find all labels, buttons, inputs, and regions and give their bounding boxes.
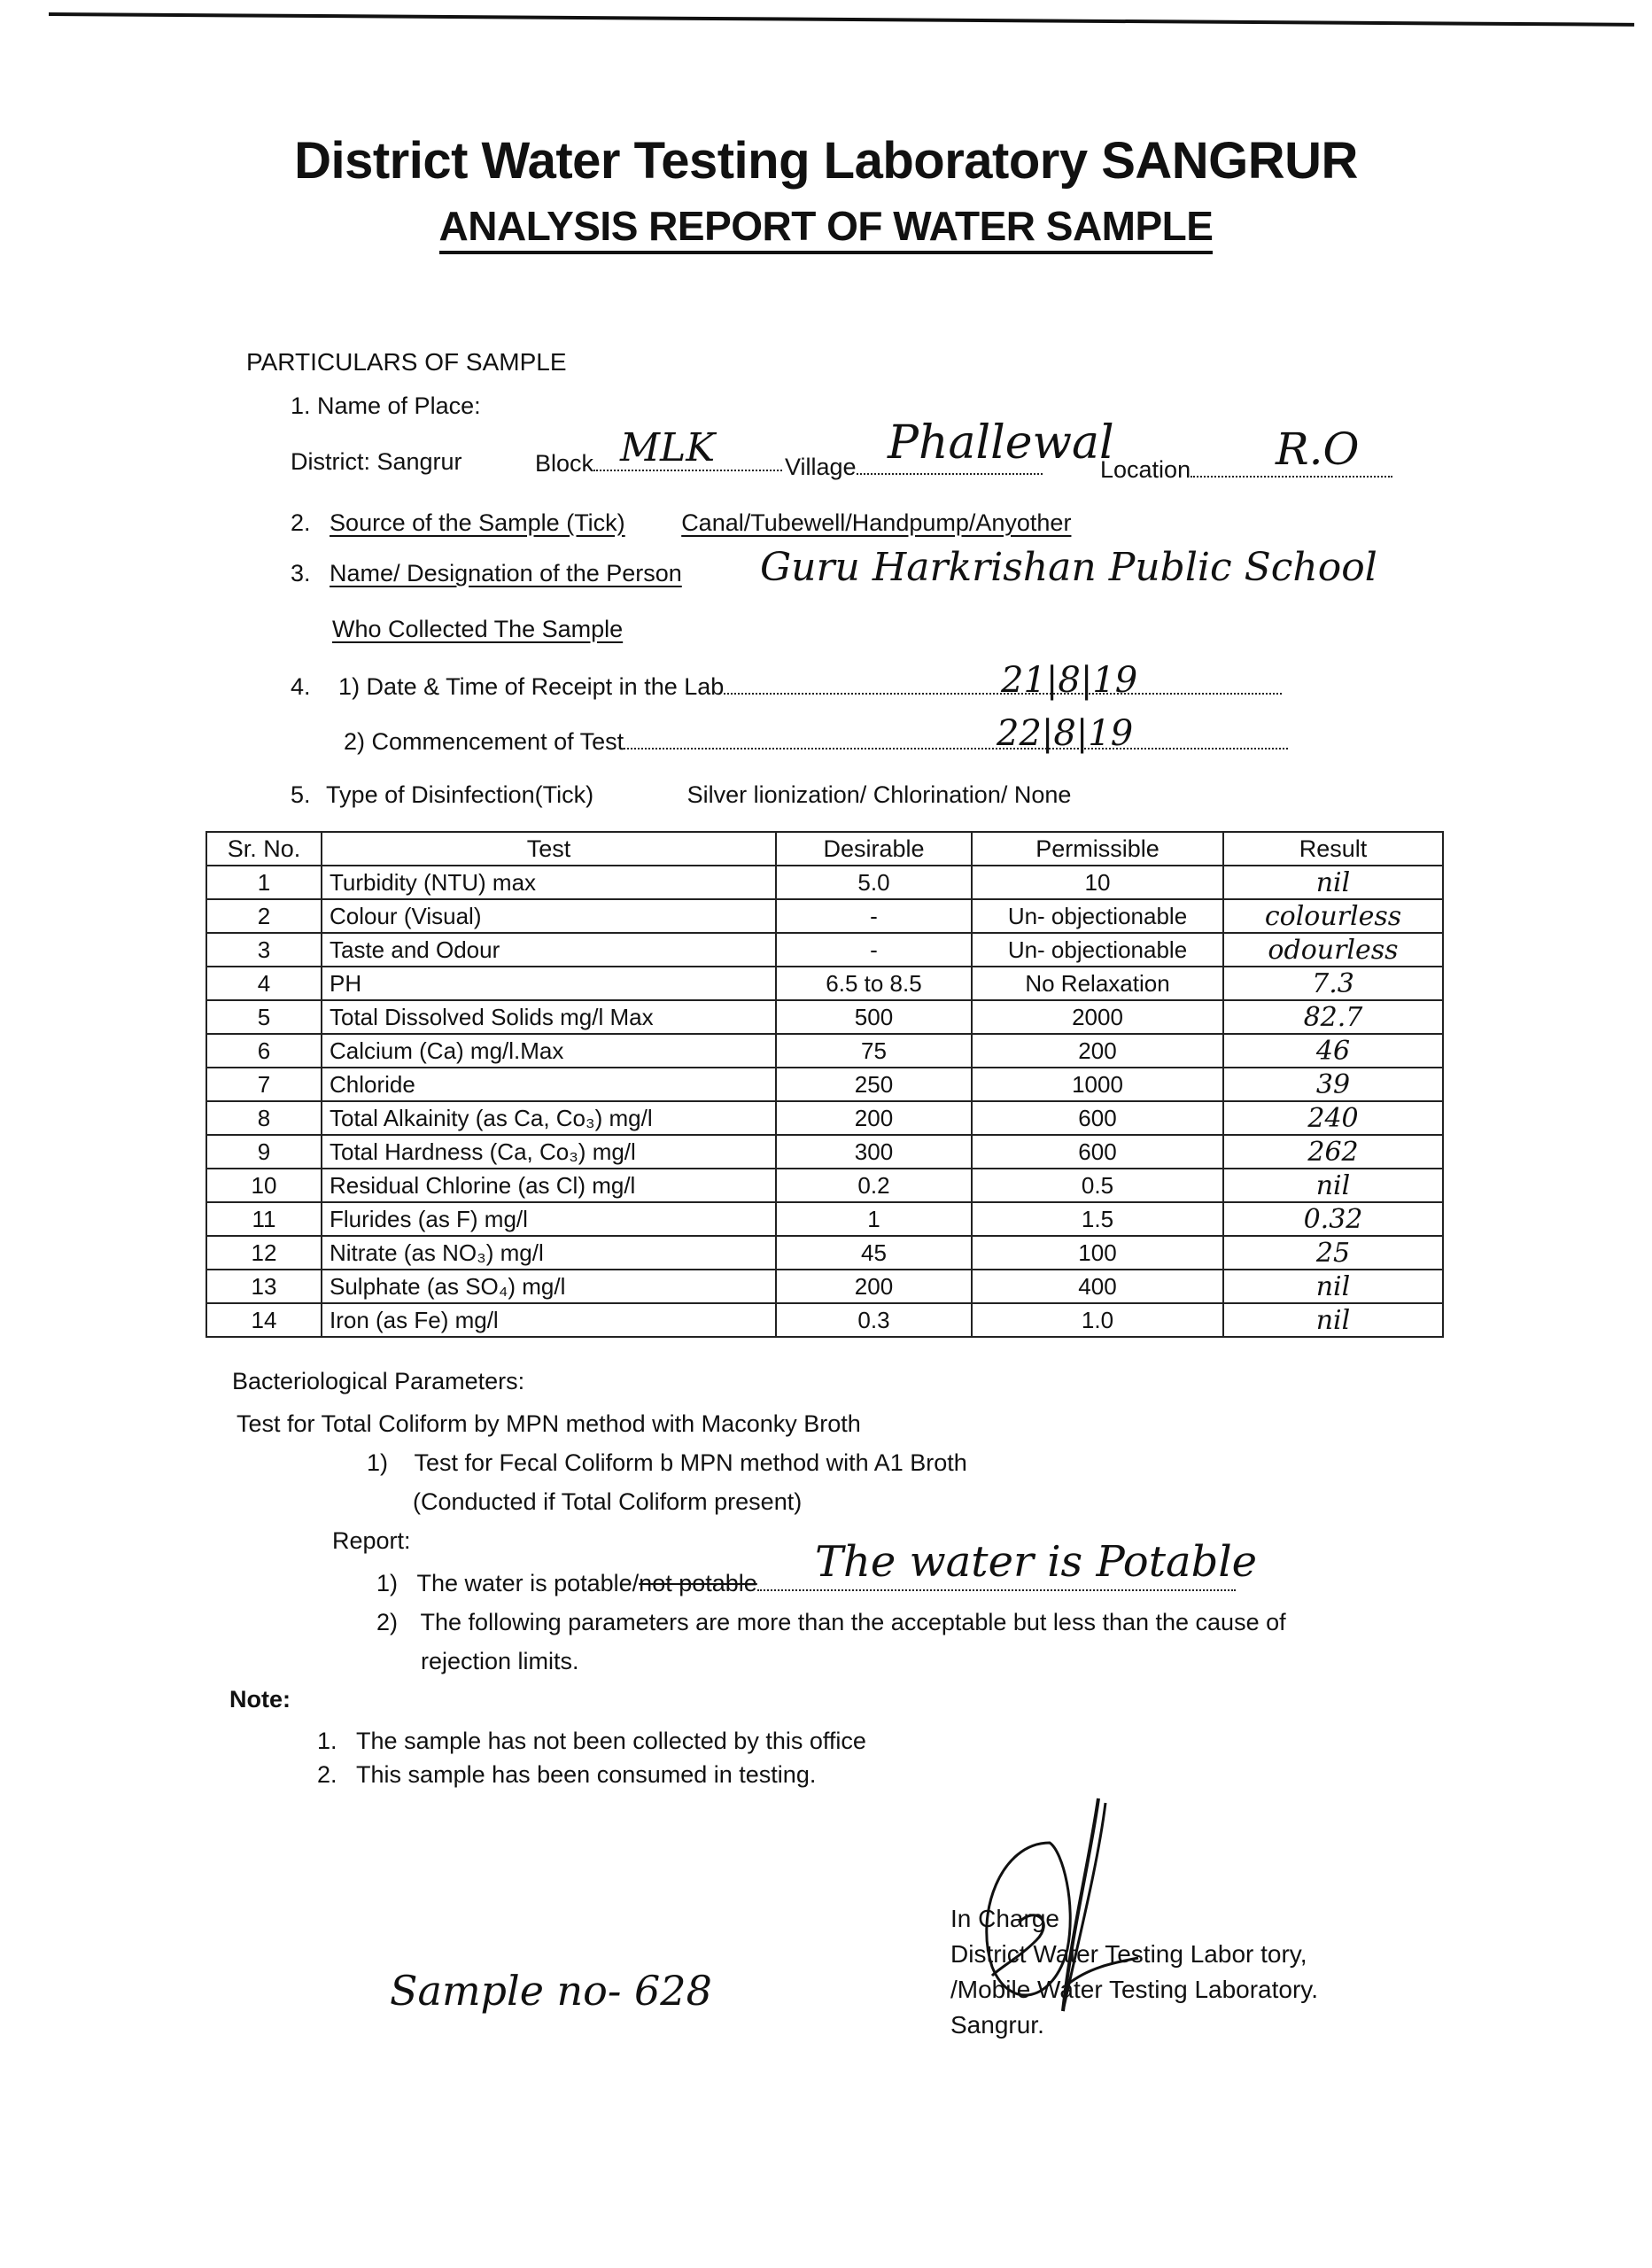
table-row (206, 1135, 1443, 1169)
analysis-table (206, 831, 1444, 1338)
report-item-2 (376, 1609, 1286, 1636)
note-item-2-text: This sample has been consumed in testing. (356, 1761, 817, 1788)
commencement-label: 2) Commencement of Test (344, 728, 624, 755)
cell-permissible: Un- objectionable (972, 933, 1223, 967)
cell-sr-no: 1 (206, 866, 322, 899)
cell-desirable: 200 (776, 1101, 972, 1135)
disinfection-options[interactable]: Silver lionization/ Chlorination/ None (686, 781, 1072, 808)
name-of-place-label: 1. Name of Place: (291, 392, 481, 419)
sample-number: Sample no- 628 (390, 1967, 712, 2015)
location-value: R.O (1276, 423, 1360, 475)
table-row (206, 899, 1443, 933)
cell-desirable: 6.5 to 8.5 (776, 967, 972, 1000)
cell-sr-no: 2 (206, 899, 322, 933)
report-heading: Report: (332, 1527, 411, 1554)
cell-result: 82.7 (1223, 1000, 1443, 1034)
cell-test: Total Dissolved Solids mg/l Max (322, 1000, 776, 1034)
bacteriological-heading: Bacteriological Parameters: (232, 1368, 525, 1394)
cell-result: nil (1223, 866, 1443, 899)
report-item-1-struck: not potable (639, 1570, 757, 1596)
cell-permissible: 1.0 (972, 1303, 1223, 1337)
table-row (206, 1068, 1443, 1101)
cell-result: 39 (1223, 1068, 1443, 1101)
cell-desirable: 5.0 (776, 866, 972, 899)
cell-sr-no: 12 (206, 1236, 322, 1270)
cell-result: nil (1223, 1303, 1443, 1337)
note-item-1-number: 1. (317, 1728, 337, 1754)
cell-result: odourless (1223, 933, 1443, 967)
cell-permissible: No Relaxation (972, 967, 1223, 1000)
bacteriological-line-2-number: 1) (367, 1449, 389, 1476)
collector-label-2: Who Collected The Sample (332, 616, 624, 642)
cell-result: colourless (1223, 899, 1443, 933)
cell-result: nil (1223, 1169, 1443, 1202)
collector-value: Guru Harkrishan Public School (760, 545, 1377, 590)
cell-test: Residual Chlorine (as Cl) mg/l (322, 1169, 776, 1202)
cell-permissible: 400 (972, 1270, 1223, 1303)
disinfection-number: 5. (291, 781, 311, 808)
header-permissible: Permissible (972, 832, 1223, 866)
table-row (206, 1034, 1443, 1068)
cell-permissible: 2000 (972, 1000, 1223, 1034)
cell-sr-no: 6 (206, 1034, 322, 1068)
header-test: Test (322, 832, 776, 866)
cell-sr-no: 7 (206, 1068, 322, 1101)
table-row (206, 1101, 1443, 1135)
note-item-1 (317, 1728, 866, 1755)
bacteriological-line-3: (Conducted if Total Coliform present) (413, 1488, 803, 1515)
district-label: District: Sangrur (291, 448, 462, 475)
bacteriological-line-1: Test for Total Coliform by MPN method with Maconky Broth (237, 1410, 861, 1437)
collector-number: 3. (291, 560, 311, 586)
source-number: 2. (291, 509, 311, 536)
particulars-heading: PARTICULARS OF SAMPLE (246, 348, 567, 376)
cell-sr-no: 13 (206, 1270, 322, 1303)
bacteriological-line-2-text: Test for Fecal Coliform b MPN method with A1 Broth (414, 1449, 967, 1476)
document-subtitle-text: ANALYSIS REPORT OF WATER SAMPLE (439, 203, 1214, 254)
scan-edge-line (49, 12, 1634, 27)
cell-result: 25 (1223, 1236, 1443, 1270)
cell-result: nil (1223, 1270, 1443, 1303)
incharge-line-2: District Water Testing Labor tory, (950, 1940, 1307, 1968)
table-row (206, 1202, 1443, 1236)
cell-test: Taste and Odour (322, 933, 776, 967)
cell-permissible: 600 (972, 1101, 1223, 1135)
commencement-row (344, 726, 1288, 756)
block-label: Block (535, 450, 594, 477)
incharge-line-3: /Mobile Water Testing Laboratory. (950, 1976, 1319, 2003)
cell-result: 262 (1223, 1135, 1443, 1169)
block-value: MLK (620, 425, 716, 470)
cell-desirable: 45 (776, 1236, 972, 1270)
receipt-value: 21|8|19 (1001, 660, 1138, 701)
report-item-1-text: The water is potable/ (416, 1570, 640, 1596)
cell-desirable: 0.3 (776, 1303, 972, 1337)
cell-sr-no: 10 (206, 1169, 322, 1202)
cell-sr-no: 14 (206, 1303, 322, 1337)
cell-test: Chloride (322, 1068, 776, 1101)
cell-desirable: - (776, 933, 972, 967)
header-result: Result (1223, 832, 1443, 866)
cell-desirable: 250 (776, 1068, 972, 1101)
table-row (206, 1169, 1443, 1202)
location-label: Location (1100, 456, 1191, 483)
table-row (206, 866, 1443, 899)
village-label: Village (785, 454, 857, 480)
cell-sr-no: 11 (206, 1202, 322, 1236)
report-handwritten-result: The water is Potable (815, 1537, 1258, 1587)
document-title: District Water Testing Laboratory SANGRUR (294, 132, 1358, 190)
cell-test: Nitrate (as NO₃) mg/l (322, 1236, 776, 1270)
cell-desirable: 75 (776, 1034, 972, 1068)
cell-test: Iron (as Fe) mg/l (322, 1303, 776, 1337)
cell-desirable: 300 (776, 1135, 972, 1169)
cell-desirable: - (776, 899, 972, 933)
cell-permissible: Un- objectionable (972, 899, 1223, 933)
note-item-2-number: 2. (317, 1761, 337, 1788)
table-row (206, 1270, 1443, 1303)
cell-sr-no: 8 (206, 1101, 322, 1135)
cell-test: Colour (Visual) (322, 899, 776, 933)
source-row (291, 509, 1071, 537)
cell-test: Total Hardness (Ca, Co₃) mg/l (322, 1135, 776, 1169)
cell-test: PH (322, 967, 776, 1000)
table-row (206, 1000, 1443, 1034)
incharge-line-4: Sangrur. (950, 2011, 1044, 2039)
cell-desirable: 500 (776, 1000, 972, 1034)
commencement-value: 22|8|19 (997, 713, 1134, 754)
cell-desirable: 0.2 (776, 1169, 972, 1202)
cell-test: Flurides (as F) mg/l (322, 1202, 776, 1236)
cell-test: Total Alkainity (as Ca, Co₃) mg/l (322, 1101, 776, 1135)
bacteriological-line-2 (367, 1449, 967, 1477)
source-label: Source of the Sample (Tick) (330, 509, 625, 536)
cell-test: Sulphate (as SO₄) mg/l (322, 1270, 776, 1303)
cell-permissible: 600 (972, 1135, 1223, 1169)
cell-result: 0.32 (1223, 1202, 1443, 1236)
document-subtitle (0, 202, 1652, 250)
cell-sr-no: 3 (206, 933, 322, 967)
table-header-row (206, 832, 1443, 866)
cell-desirable: 200 (776, 1270, 972, 1303)
note-heading: Note: (229, 1686, 291, 1713)
cell-result: 240 (1223, 1101, 1443, 1135)
collector-label: Name/ Designation of the Person (330, 560, 682, 586)
receipt-number: 4. (291, 673, 311, 700)
table-row (206, 1303, 1443, 1337)
disinfection-label: Type of Disinfection(Tick) (326, 781, 594, 808)
incharge-line-1: In Charge (950, 1905, 1059, 1932)
header-desirable: Desirable (776, 832, 972, 866)
table-row (206, 933, 1443, 967)
incharge-block (950, 1901, 1318, 2043)
note-item-1-text: The sample has not been collected by this office (356, 1728, 866, 1754)
cell-permissible: 0.5 (972, 1169, 1223, 1202)
source-options[interactable]: Canal/Tubewell/Handpump/Anyother (681, 509, 1072, 536)
cell-test: Turbidity (NTU) max (322, 866, 776, 899)
table-row (206, 967, 1443, 1000)
disinfection-row (291, 781, 1071, 809)
cell-permissible: 100 (972, 1236, 1223, 1270)
cell-permissible: 1.5 (972, 1202, 1223, 1236)
header-sr-no: Sr. No. (206, 832, 322, 866)
cell-result: 7.3 (1223, 967, 1443, 1000)
cell-sr-no: 4 (206, 967, 322, 1000)
report-item-2-text: The following parameters are more than the acceptable but less than the cause of (420, 1609, 1286, 1635)
report-item-2-number: 2) (376, 1609, 399, 1635)
cell-sr-no: 9 (206, 1135, 322, 1169)
cell-result: 46 (1223, 1034, 1443, 1068)
cell-permissible: 1000 (972, 1068, 1223, 1101)
cell-sr-no: 5 (206, 1000, 322, 1034)
cell-permissible: 10 (972, 866, 1223, 899)
cell-desirable: 1 (776, 1202, 972, 1236)
cell-test: Calcium (Ca) mg/l.Max (322, 1034, 776, 1068)
table-row (206, 1236, 1443, 1270)
report-item-2-text-2: rejection limits. (421, 1648, 579, 1674)
note-item-2 (317, 1761, 816, 1789)
receipt-label: 1) Date & Time of Receipt in the Lab (338, 673, 725, 700)
cell-permissible: 200 (972, 1034, 1223, 1068)
report-item-1-number: 1) (376, 1570, 399, 1596)
collector-row (291, 560, 682, 587)
village-value: Phallewal (888, 416, 1114, 470)
commencement-dotted-line (624, 726, 1288, 750)
